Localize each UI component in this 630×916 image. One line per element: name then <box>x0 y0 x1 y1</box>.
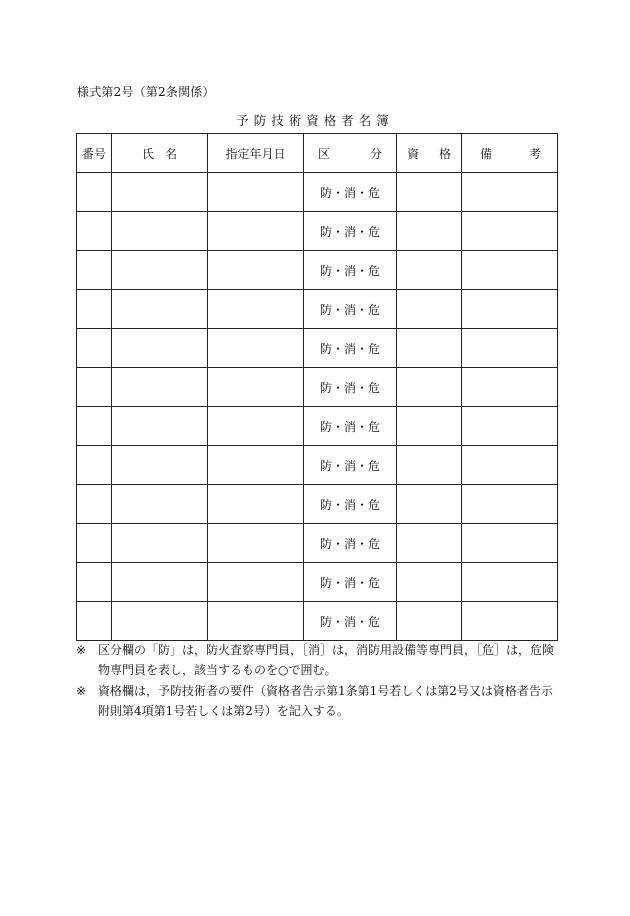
page-title: 予防技術資格者名簿 <box>236 113 394 128</box>
cell-designation-date[interactable] <box>208 563 304 602</box>
cell-category[interactable]: 防・消・危 <box>304 173 397 212</box>
table-row <box>77 602 558 641</box>
cell-number[interactable] <box>77 368 112 407</box>
cell-qualification[interactable] <box>397 485 462 524</box>
table-row <box>77 368 558 407</box>
cell-number[interactable] <box>77 446 112 485</box>
cell-remarks[interactable] <box>462 524 558 563</box>
footnote-category-text: 区分欄の「防」は，防火査察専門員，［消］は，消防用設備等専門員，［危］は，危険物専門員を表し，該当するものを○で囲む。 <box>98 643 555 677</box>
cell-remarks[interactable] <box>462 173 558 212</box>
table-header-row <box>77 134 558 173</box>
cell-number[interactable] <box>77 173 112 212</box>
cell-number[interactable] <box>77 212 112 251</box>
table-row <box>77 563 558 602</box>
cell-name[interactable] <box>112 212 208 251</box>
cell-category[interactable]: 防・消・危 <box>304 251 397 290</box>
footnote-qualification-text: 資格欄は，予防技術者の要件（資格者告示第1条第1号若しくは第2号又は資格者告示附則第4項第1号若しくは第2号）を記入する。 <box>98 684 553 718</box>
cell-category[interactable]: 防・消・危 <box>304 290 397 329</box>
footnotes <box>76 640 560 722</box>
cell-name[interactable] <box>112 602 208 641</box>
cell-remarks[interactable] <box>462 563 558 602</box>
cell-name[interactable] <box>112 173 208 212</box>
cell-remarks[interactable] <box>462 407 558 446</box>
cell-remarks[interactable] <box>462 485 558 524</box>
cell-designation-date[interactable] <box>208 407 304 446</box>
cell-name[interactable] <box>112 368 208 407</box>
column-header-remarks-char-1: 備 <box>480 146 493 161</box>
table-row <box>77 485 558 524</box>
table-row <box>77 407 558 446</box>
column-header-category <box>304 134 397 173</box>
cell-category[interactable]: 防・消・危 <box>304 212 397 251</box>
cell-number[interactable] <box>77 251 112 290</box>
cell-designation-date[interactable] <box>208 173 304 212</box>
cell-number[interactable] <box>77 563 112 602</box>
cell-qualification[interactable] <box>397 563 462 602</box>
cell-remarks[interactable] <box>462 290 558 329</box>
cell-name[interactable] <box>112 251 208 290</box>
cell-category[interactable]: 防・消・危 <box>304 329 397 368</box>
footnote-qualification <box>76 681 560 721</box>
cell-qualification[interactable] <box>397 524 462 563</box>
cell-name[interactable] <box>112 329 208 368</box>
table-row <box>77 290 558 329</box>
cell-designation-date[interactable] <box>208 290 304 329</box>
cell-number[interactable] <box>77 602 112 641</box>
cell-name[interactable] <box>112 524 208 563</box>
table-row <box>77 524 558 563</box>
cell-designation-date[interactable] <box>208 368 304 407</box>
cell-remarks[interactable] <box>462 212 558 251</box>
footnote-category <box>76 640 560 680</box>
table-row <box>77 212 558 251</box>
column-header-category-char-2: 分 <box>369 146 382 161</box>
cell-name[interactable] <box>112 290 208 329</box>
cell-category[interactable]: 防・消・危 <box>304 602 397 641</box>
cell-designation-date[interactable] <box>208 212 304 251</box>
column-header-qualification-char-2: 格 <box>438 146 451 161</box>
cell-qualification[interactable] <box>397 329 462 368</box>
cell-category[interactable]: 防・消・危 <box>304 368 397 407</box>
table-row <box>77 446 558 485</box>
table-row <box>77 329 558 368</box>
column-header-name-char-2: 名 <box>164 146 177 161</box>
cell-designation-date[interactable] <box>208 485 304 524</box>
table-row <box>77 173 558 212</box>
cell-category[interactable]: 防・消・危 <box>304 563 397 602</box>
cell-qualification[interactable] <box>397 602 462 641</box>
cell-number[interactable] <box>77 485 112 524</box>
cell-category[interactable]: 防・消・危 <box>304 446 397 485</box>
note-asterisk-mark: ※ <box>76 684 87 698</box>
column-header-name-char-1: 氏 <box>142 146 155 161</box>
cell-qualification[interactable] <box>397 368 462 407</box>
cell-name[interactable] <box>112 563 208 602</box>
cell-remarks[interactable] <box>462 329 558 368</box>
column-header-qualification <box>397 134 462 173</box>
cell-qualification[interactable] <box>397 407 462 446</box>
cell-category[interactable]: 防・消・危 <box>304 524 397 563</box>
cell-category[interactable]: 防・消・危 <box>304 407 397 446</box>
column-header-qualification-char-1: 資 <box>407 146 420 161</box>
cell-category[interactable]: 防・消・危 <box>304 485 397 524</box>
cell-qualification[interactable] <box>397 446 462 485</box>
cell-name[interactable] <box>112 446 208 485</box>
cell-remarks[interactable] <box>462 368 558 407</box>
cell-remarks[interactable] <box>462 446 558 485</box>
cell-number[interactable] <box>77 524 112 563</box>
cell-qualification[interactable] <box>397 212 462 251</box>
cell-number[interactable] <box>77 290 112 329</box>
cell-qualification[interactable] <box>397 251 462 290</box>
form-number-label: 様式第2号（第2条関係） <box>77 85 215 99</box>
column-header-category-char-1: 区 <box>318 146 331 161</box>
cell-number[interactable] <box>77 329 112 368</box>
cell-designation-date[interactable] <box>208 524 304 563</box>
cell-remarks[interactable] <box>462 602 558 641</box>
cell-designation-date[interactable] <box>208 446 304 485</box>
table-row <box>77 251 558 290</box>
cell-qualification[interactable] <box>397 173 462 212</box>
cell-number[interactable] <box>77 407 112 446</box>
column-header-designation-date: 指定年月日 <box>208 134 304 173</box>
column-header-name <box>112 134 208 173</box>
cell-name[interactable] <box>112 485 208 524</box>
column-header-number: 番号 <box>77 134 112 173</box>
column-header-remarks-char-2: 考 <box>528 146 541 161</box>
qualified-persons-register-table <box>76 133 558 641</box>
cell-remarks[interactable] <box>462 251 558 290</box>
cell-name[interactable] <box>112 407 208 446</box>
cell-qualification[interactable] <box>397 290 462 329</box>
note-asterisk-mark: ※ <box>76 643 87 657</box>
cell-designation-date[interactable] <box>208 602 304 641</box>
cell-designation-date[interactable] <box>208 329 304 368</box>
cell-designation-date[interactable] <box>208 251 304 290</box>
column-header-remarks <box>462 134 558 173</box>
